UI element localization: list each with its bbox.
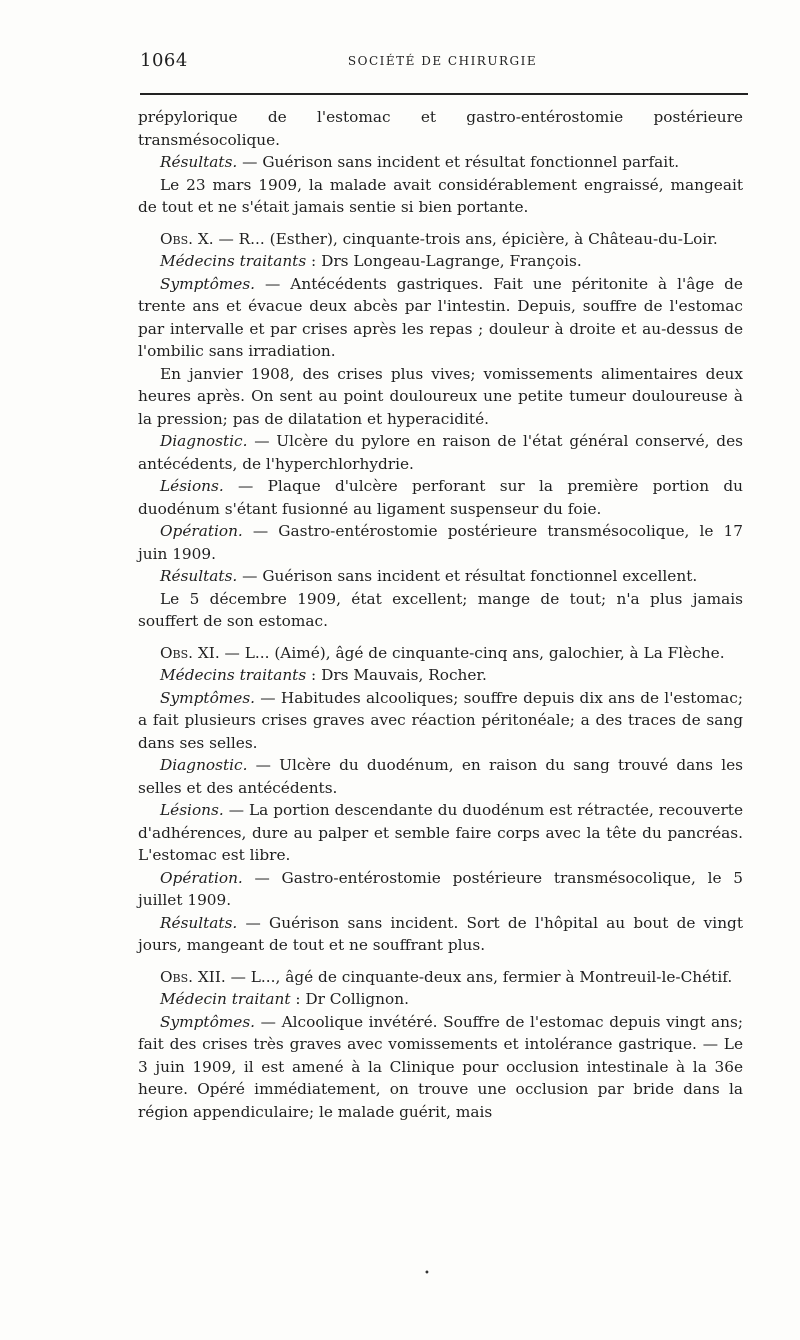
- paragraph: En janvier 1908, des crises plus vives; vomissements alimentaires deux heures après. On sent au point douloureux une petite tumeur douloureuse à la pression; pas de dilatation et hyperacidité.: [138, 364, 743, 428]
- running-title: SOCIÉTÉ DE CHIRURGIE: [347, 54, 538, 68]
- paragraph: Symptômes. — Habitudes alcooliques; souffre depuis dix ans de l'estomac; a fait plusieurs crises graves avec réaction péritonéale; a des traces de sang dans ses selles.: [138, 688, 743, 752]
- observation-label: Obs. XII.: [160, 967, 226, 986]
- footer-mark: •: [424, 1268, 430, 1279]
- observation-label: Obs. X.: [160, 229, 214, 248]
- paragraph: Symptômes. — Alcoolique invétéré. Souffre de l'estomac depuis vingt ans; fait des crises très graves avec vomissements et intolérance gastrique. — Le 3 juin 1909, il est amené à la Clinique pour occlusion intestinale à la 36e heure. Opéré immédiatement, on trouve une occlusion par bride dans la région appendiculaire; le malade guérit, mais: [138, 1012, 743, 1121]
- section-label: Diagnostic.: [160, 432, 248, 450]
- paragraph: Le 5 décembre 1909, état excellent; mange de tout; n'a plus jamais souffert de son estomac.: [138, 589, 743, 630]
- section-label: Résultats.: [160, 567, 238, 585]
- section-label: Médecins traitants: [160, 252, 307, 270]
- section-label: Résultats.: [160, 913, 238, 932]
- page-header: [140, 50, 745, 74]
- section-label: Opération.: [160, 868, 243, 887]
- header-rule: [140, 93, 748, 95]
- paragraph: Résultats. — Guérison sans incident. Sort de l'hôpital au bout de vingt jours, mangeant de tout et ne souffrant plus.: [138, 913, 743, 954]
- paragraph: Diagnostic. — Ulcère du duodénum, en raison du sang trouvé dans les selles et des antécédents.: [138, 756, 743, 797]
- paragraph: Médecins traitants : Drs Mauvais, Rocher.: [160, 666, 487, 684]
- paragraph: Opération. — Gastro-entérostomie postérieure transmésocolique, le 17 juin 1909.: [138, 522, 743, 563]
- paragraph: Médecins traitants : Drs Longeau-Lagrange, François.: [160, 252, 582, 270]
- paragraph: Lésions. — La portion descendante du duodénum est rétractée, recouverte d'adhérences, dure au palper et semble faire corps avec la tête du pancréas. L'estomac est libre.: [138, 801, 743, 864]
- paragraph: Opération. — Gastro-entérostomie postérieure transmésocolique, le 5 juillet 1909.: [138, 868, 743, 909]
- body-text: [138, 106, 743, 1123]
- section-label: Lésions.: [160, 477, 224, 495]
- section-label: Symptômes.: [160, 688, 256, 707]
- page-number: 1064: [140, 50, 188, 71]
- paragraph: Le 23 mars 1909, la malade avait considérablement engraissé, mangeait de tout et ne s'était jamais sentie si bien portante.: [138, 175, 743, 216]
- paragraph: Lésions. — Plaque d'ulcère perforant sur la première portion du duodénum s'étant fusionné au ligament suspenseur du foie.: [138, 477, 743, 518]
- observation-heading: Obs. X. — R... (Esther), cinquante-trois ans, épicière, à Château-du-Loir.: [160, 229, 718, 248]
- section-label: Symptômes.: [160, 274, 256, 293]
- section-label: Médecins traitants: [160, 666, 307, 684]
- observation-label: Obs. XI.: [160, 643, 220, 662]
- paragraph: Médecin traitant : Dr Collignon.: [160, 990, 409, 1008]
- paragraph: Résultats. — Guérison sans incident et résultat fonctionnel excellent.: [160, 567, 698, 585]
- section-label: Diagnostic.: [160, 756, 248, 774]
- section-label: Résultats.: [160, 153, 238, 171]
- paragraph: Résultats. — Guérison sans incident et résultat fonctionnel parfait.: [160, 153, 680, 171]
- section-label: Lésions.: [160, 801, 224, 819]
- paragraph: Symptômes. — Antécédents gastriques. Fait une péritonite à l'âge de trente ans et évacue deux abcès par l'intestin. Depuis, souffre de l'estomac par intervalle et par crises après les repas ; douleur à droite et au-dessus de l'ombilic sans irradiation.: [138, 274, 743, 360]
- section-label: Symptômes.: [160, 1012, 256, 1031]
- section-label: Opération.: [160, 522, 243, 540]
- paragraph: Diagnostic. — Ulcère du pylore en raison de l'état général conservé, des antécédents, de l'hyperchlorhydrie.: [138, 432, 743, 473]
- paragraph: prépylorique de l'estomac et gastro-entérostomie postérieure transmésocolique.: [138, 108, 743, 149]
- observation-heading: Obs. XII. — L..., âgé de cinquante-deux ans, fermier à Montreuil-le-Chétif.: [160, 967, 733, 986]
- section-label: Médecin traitant: [160, 990, 291, 1008]
- observation-heading: Obs. XI. — L... (Aimé), âgé de cinquante-cinq ans, galochier, à La Flèche.: [160, 643, 725, 662]
